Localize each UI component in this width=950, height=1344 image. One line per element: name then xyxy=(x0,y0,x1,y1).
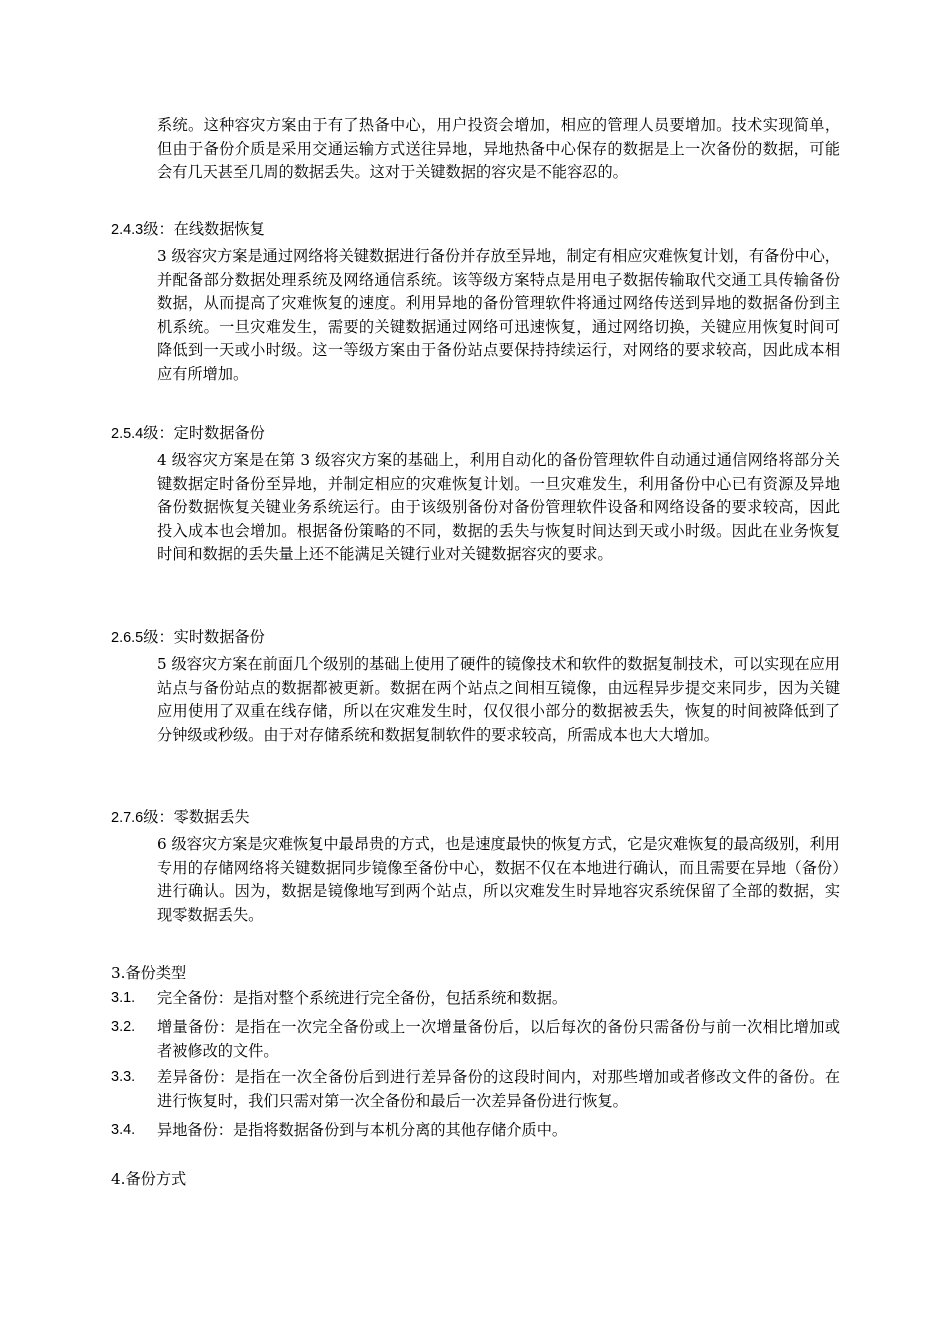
backup-types-heading: 3.备份类型 xyxy=(111,964,187,982)
section-title: 级：实时数据备份 xyxy=(143,628,265,646)
section-heading-2-7-6 xyxy=(111,806,250,831)
section-number: 2.5.4 xyxy=(111,426,144,442)
backup-type-item xyxy=(111,1016,840,1063)
list-item-text: 完全备份：是指对整个系统进行完全备份，包括系统和数据。 xyxy=(157,989,568,1007)
section-title: 级：在线数据恢复 xyxy=(143,220,265,238)
section-body-2-7-6: 6 级容灾方案是灾难恢复中最昂贵的方式，也是速度最快的恢复方式，它是灾难恢复的最高级别，利用专用的存储网络将关键数据同步镜像至备份中心，数据不仅在本地进行确认，而且需要在异地（备份）进行确认。因为，数据是镜像地写到两个站点，所以灾难发生时异地容灾系统保留了全部的数据，实现零数据丢失。 xyxy=(157,835,840,924)
section-number: 2.6.5 xyxy=(111,630,144,646)
backup-type-item xyxy=(111,987,840,1011)
section-heading-2-4-3 xyxy=(111,218,265,243)
section-body-2-6-5: 5 级容灾方案在前面几个级别的基础上使用了硬件的镜像技术和软件的数据复制技术，可以实现在应用站点与备份站点的数据都被更新。数据在两个站点之间相互镜像，由远程异步提交来同步，因为关键应用使用了双重在线存储，所以在灾难发生时，仅仅很小部分的数据被丢失，恢复的时间被降低到了分钟级或秒级。由于对存储系统和数据复制软件的要求较高，所需成本也大大增加。 xyxy=(157,655,840,744)
section-body-2-5-4: 4 级容灾方案是在第 3 级容灾方案的基础上，利用自动化的备份管理软件自动通过通信网络将部分关键数据定时备份至异地，并制定相应的灾难恢复计划。一旦灾难发生，利用备份中心已有资源及异地备份数据恢复关键业务系统运行。由于该级别备份对备份管理软件设备和网络设备的要求较高，因此投入成本也会增加。根据备份策略的不同，数据的丢失与恢复时间达到天或小时级。因此在业务恢复时间和数据的丢失量上还不能满足关键行业对关键数据容灾的要求。 xyxy=(157,451,840,564)
backup-type-item xyxy=(111,1066,840,1113)
section-heading-2-6-5 xyxy=(111,626,265,651)
backup-type-item xyxy=(111,1119,840,1143)
section-heading-2-5-4 xyxy=(111,422,265,447)
section-number: 2.7.6 xyxy=(111,810,144,826)
backup-methods-heading: 4.备份方式 xyxy=(111,1170,187,1188)
section-title: 级：定时数据备份 xyxy=(143,424,265,442)
section-body-2-4-3: 3 级容灾方案是通过网络将关键数据进行备份并存放至异地，制定有相应灾难恢复计划，有备份中心，并配备部分数据处理系统及网络通信系统。该等级方案特点是用电子数据传输取代交通工具传输备份数据，从而提高了灾难恢复的速度。利用异地的备份管理软件将通过网络传送到异地的数据备份到主机系统。一旦灾难发生，需要的关键数据通过网络可迅速恢复，通过网络切换，关键应用恢复时间可降低到一天或小时级。这一等级方案由于备份站点要保持持续运行，对网络的要求较高，因此成本相应有所增加。 xyxy=(157,247,840,383)
list-item-text: 差异备份：是指在一次全备份后到进行差异备份的这段时间内，对那些增加或者修改文件的备份。在进行恢复时，我们只需对第一次全备份和最后一次差异备份进行恢复。 xyxy=(157,1068,840,1110)
list-marker: 3.4. xyxy=(111,1122,136,1138)
section-number: 2.4.3 xyxy=(111,222,144,238)
list-item-text: 异地备份：是指将数据备份到与本机分离的其他存储介质中。 xyxy=(157,1121,568,1139)
section-title: 级：零数据丢失 xyxy=(143,808,250,826)
list-marker: 3.2. xyxy=(111,1019,136,1035)
list-marker: 3.1. xyxy=(111,990,136,1006)
list-item-text: 增量备份：是指在一次完全备份或上一次增量备份后，以后每次的备份只需备份与前一次相比增加或者被修改的文件。 xyxy=(157,1018,840,1060)
intro-paragraph: 系统。这种容灾方案由于有了热备中心，用户投资会增加，相应的管理人员要增加。技术实现简单，但由于备份介质是采用交通运输方式送往异地，异地热备中心保存的数据是上一次备份的数据，可能会有几天甚至几周的数据丢失。这对于关键数据的容灾是不能容忍的。 xyxy=(157,116,840,182)
list-marker: 3.3. xyxy=(111,1069,136,1085)
